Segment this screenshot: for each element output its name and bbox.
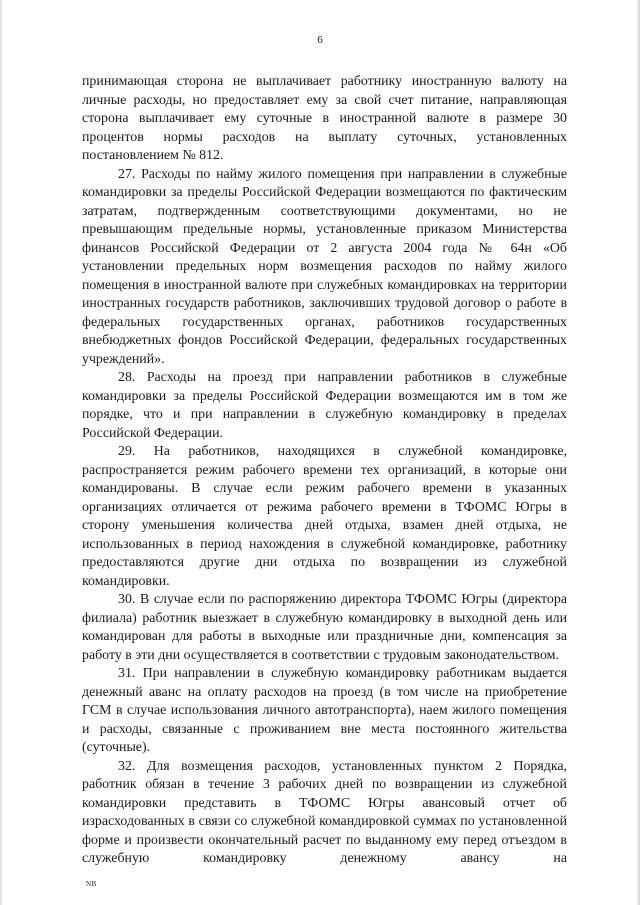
- paragraph-27: 27. Расходы по найму жилого помещения при направлении в служебные командировки за пределы Российской Федерации возмещаются по фактическим затратам, подтвержденным соответствующими документами, но не превышающим предельные нормы, установленные приказом Министерства финансов Российской Федерации от 2 августа 2004 года № 64н «Об установлении предельных норм возмещения расходов по найму жилого помещения в иностранной валюте при служебных командировках на территории иностранных государств работников, заключивших трудовой договор о работе в федеральных государственных органах, работников государственных внебюджетных фондов Российской Федерации, федеральных государственных учреждений».: [82, 166, 567, 367]
- scan-edge-left: [0, 0, 3, 905]
- paragraph-continuation: принимающая сторона не выплачивает работнику иностранную валюту на личные расходы, но предоставляет ему за свой счет питание, направляющая сторона выплачивает ему суточные в иностранной валюте в размере 30 процентов нормы расходов на выплату суточных, установленных постановлением № 812.: [82, 74, 567, 163]
- page-number: 6: [317, 34, 323, 46]
- footer-mark: NB: [86, 880, 97, 888]
- scan-edge-right: [636, 0, 640, 905]
- paragraph-30: 30. В случае если по распоряжению директора ТФОМС Югры (директора филиала) работник выезжает в служебную командировку в выходной день или командирован для работы в выходные или праздничные дни, компенсация за работу в эти дни осуществляется в соответствии с трудовым законодательством.: [82, 592, 567, 663]
- paragraph-28: 28. Расходы на проезд при направлении работников в служебные командировки за пределы Российской Федерации возмещаются им в том же порядке, что и при направлении в служебную командировку в пределах Российской Федерации.: [82, 370, 567, 441]
- paragraph-31: 31. При направлении в служебную командировку работникам выдается денежный аванс на оплату расходов на проезд (в том числе на приобретение ГСМ в случае использования личного автотранспорта), наем жилого помещения и расходы, связанные с проживанием вне места постоянного жительства (суточные).: [82, 666, 567, 755]
- paragraph-29: 29. На работников, находящихся в служебной командировке, распространяется режим рабочего времени тех организаций, в которые они командированы. В случае если режим рабочего времени в указанных организациях отличается от режима рабочего времени в ТФОМС Югры в сторону уменьшения количества дней отдыха, взамен дней отдыха, не использованных в период нахождения в служебной командировке, работнику предоставляются другие дни отдыха по возвращении из служебной командировки.: [82, 444, 567, 589]
- document-body: [82, 73, 567, 869]
- paragraph-32: 32. Для возмещения расходов, установленных пунктом 2 Порядка, работник обязан в течение 3 рабочих дней по возвращении из служебной командировки представить в ТФОМС Югры авансовый отчет об израсходованных в связи со служебной командировкой суммах по установленной форме и произвести окончательный расчет по выданному ему перед отъездом в служебную командировку денежному авансу на: [82, 758, 567, 866]
